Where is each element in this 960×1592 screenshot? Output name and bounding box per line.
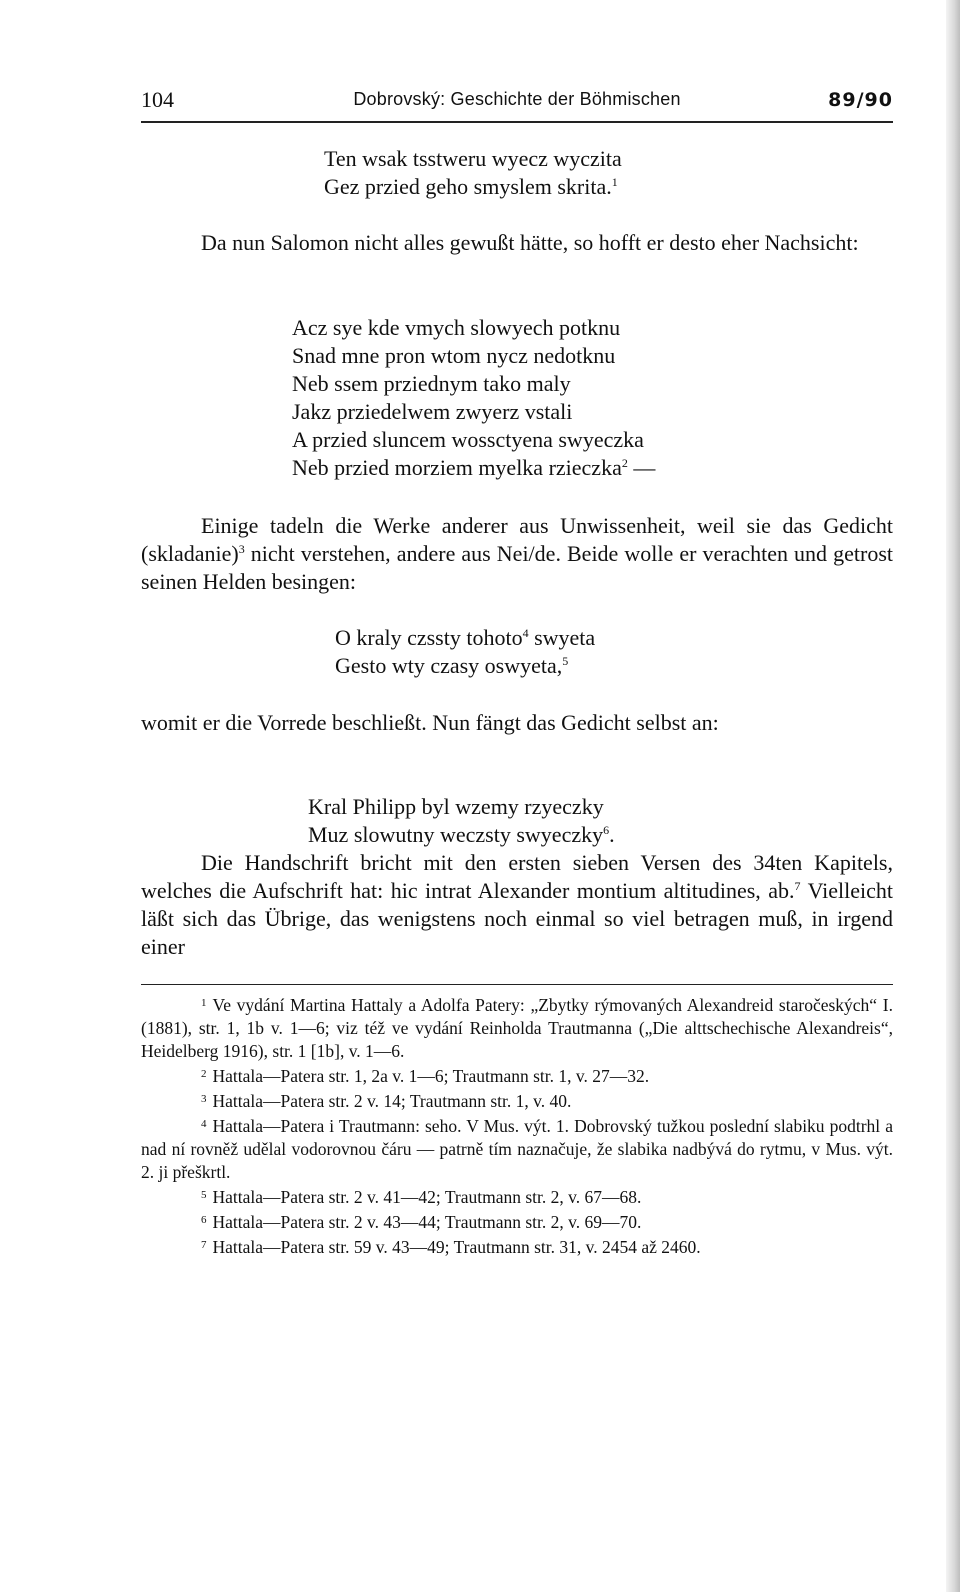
verse-line bbox=[308, 821, 615, 849]
paragraph-2 bbox=[141, 512, 893, 596]
verse-line: Ten wsak tsstweru wyecz wyczita bbox=[324, 146, 622, 171]
page-edge-shadow bbox=[946, 0, 960, 1592]
footnote-ref: 1 bbox=[611, 175, 618, 189]
footnote bbox=[141, 1113, 893, 1184]
verse-line: Neb ssem prziednym tako maly bbox=[292, 371, 571, 396]
verse-line-text: swyeta bbox=[528, 625, 596, 650]
punctuation: . bbox=[609, 822, 615, 847]
verse-line bbox=[324, 173, 622, 201]
paragraph-text-part: Die Handschrift bricht mit den ersten sieben Versen des 34ten Kapitels, welches die Aufschrift hat: hic intrat Alexander montium altitudines, ab. bbox=[141, 850, 893, 903]
footnote-text: Hattala—Patera str. 2 v. 41—42; Trautmann str. 2, v. 67—68. bbox=[212, 1187, 642, 1207]
verse-line-text: Muz slowutny weczsty swyeczky bbox=[308, 822, 604, 847]
header-rule bbox=[141, 121, 893, 123]
paragraph-1 bbox=[141, 229, 893, 257]
verse-line: A przied sluncem wossctyena swyeczka bbox=[292, 427, 644, 452]
footnote-ref: 5 bbox=[562, 654, 569, 668]
footnote-ref: 4 bbox=[522, 626, 529, 640]
paragraph-text: Da nun Salomon nicht alles gewußt hätte, so hofft er desto eher Nachsicht: bbox=[201, 230, 859, 255]
running-title: Dobrovský: Geschichte der Böhmischen bbox=[353, 89, 681, 109]
footnote bbox=[141, 1184, 893, 1209]
verse-line bbox=[292, 454, 655, 482]
verse-block-2 bbox=[292, 314, 655, 482]
verse-line-text: Neb przied morziem myelka rzieczka bbox=[292, 455, 622, 480]
footnote-text: Hattala—Patera str. 2 v. 43—44; Trautmann str. 2, v. 69—70. bbox=[212, 1212, 642, 1232]
footnote-mark: 5 bbox=[201, 1189, 207, 1201]
footnote bbox=[141, 1088, 893, 1113]
footnote-mark: 3 bbox=[201, 1093, 207, 1105]
footnote-ref: 2 bbox=[621, 456, 628, 470]
page-number: 104 bbox=[141, 87, 174, 112]
verse-line: Snad mne pron wtom nycz nedotknu bbox=[292, 343, 616, 368]
verse-line: Acz sye kde vmych slowyech potknu bbox=[292, 315, 621, 340]
paragraph-text bbox=[141, 849, 893, 961]
footnote-ref: 3 bbox=[238, 542, 245, 556]
verse-block-4 bbox=[308, 793, 615, 849]
paragraph-text-part: Einige tadeln die Werke anderer aus Unwissenheit, weil sie das Gedicht (skladanie) bbox=[141, 513, 893, 566]
footnote-mark: 4 bbox=[201, 1118, 207, 1130]
paragraph-4 bbox=[141, 849, 893, 961]
verse-line-text: O kraly czssty tohoto bbox=[335, 625, 523, 650]
footnotes bbox=[141, 992, 893, 1259]
paragraph-text-part: Vielleicht läßt sich das Übrige, das wenigstens noch einmal so viel betragen muß, in irgend einer bbox=[141, 878, 893, 959]
footnote bbox=[141, 992, 893, 1063]
paragraph-3 bbox=[141, 709, 893, 737]
running-header bbox=[141, 87, 893, 117]
footnote-mark: 1 bbox=[201, 997, 207, 1009]
footnote bbox=[141, 1209, 893, 1234]
page-range: 89/90 bbox=[828, 89, 893, 111]
verse-block-1 bbox=[324, 145, 622, 201]
footnote-ref: 6 bbox=[603, 823, 610, 837]
verse-line-text: Gez przied geho smyslem skrita. bbox=[324, 174, 612, 199]
footnote-text: Hattala—Patera str. 59 v. 43—49; Trautmann str. 31, v. 2454 až 2460. bbox=[212, 1237, 701, 1257]
paragraph-text bbox=[141, 512, 893, 596]
dash: — bbox=[627, 455, 656, 480]
footnote-mark: 7 bbox=[201, 1239, 207, 1251]
paragraph-text-part: nicht verstehen, andere aus Nei/de. Beide wolle er verachten und getrost seinen Helden besingen: bbox=[141, 541, 893, 594]
verse-line bbox=[335, 624, 595, 652]
verse-line-text: Gesto wty czasy oswyeta, bbox=[335, 653, 563, 678]
footnote-mark: 6 bbox=[201, 1214, 207, 1226]
footnote bbox=[141, 1234, 893, 1259]
footnote-text: Hattala—Patera str. 1, 2a v. 1—6; Trautmann str. 1, v. 27—32. bbox=[212, 1066, 650, 1086]
verse-line: Kral Philipp byl wzemy rzyeczky bbox=[308, 794, 604, 819]
footnote-text: Ve vydání Martina Hattaly a Adolfa Patery: „Zbytky rýmovaných Alexandreid staročeských“ I. (1881), str. 1, 1b v. 1—6; viz též ve vydání Reinholda Trautmanna („Die alttschechische Alexandreis“, Heidelberg 1916), str. 1 [1b], v. 1—6. bbox=[141, 995, 893, 1061]
footnote-text: Hattala—Patera i Trautmann: seho. V Mus. výt. 1. Dobrovský tužkou poslední slabiku podtrhl a nad ní rovněž udělal vodorovnou čáru — patrně tím naznačuje, že slabika nadbývá do rytmu, v Mus. výt. 2. ji přeškrtl. bbox=[141, 1116, 893, 1182]
footnote-text: Hattala—Patera str. 2 v. 14; Trautmann str. 1, v. 40. bbox=[212, 1091, 572, 1111]
verse-block-3 bbox=[335, 624, 595, 680]
footnote bbox=[141, 1063, 893, 1088]
footnote-ref: 7 bbox=[794, 879, 801, 893]
verse-line bbox=[335, 652, 595, 680]
footnote-mark: 2 bbox=[201, 1068, 207, 1080]
verse-line: Jakz prziedelwem zwyerz vstali bbox=[292, 399, 573, 424]
footnote-rule bbox=[141, 984, 893, 985]
paragraph-text: womit er die Vorrede beschließt. Nun fängt das Gedicht selbst an: bbox=[141, 710, 719, 735]
